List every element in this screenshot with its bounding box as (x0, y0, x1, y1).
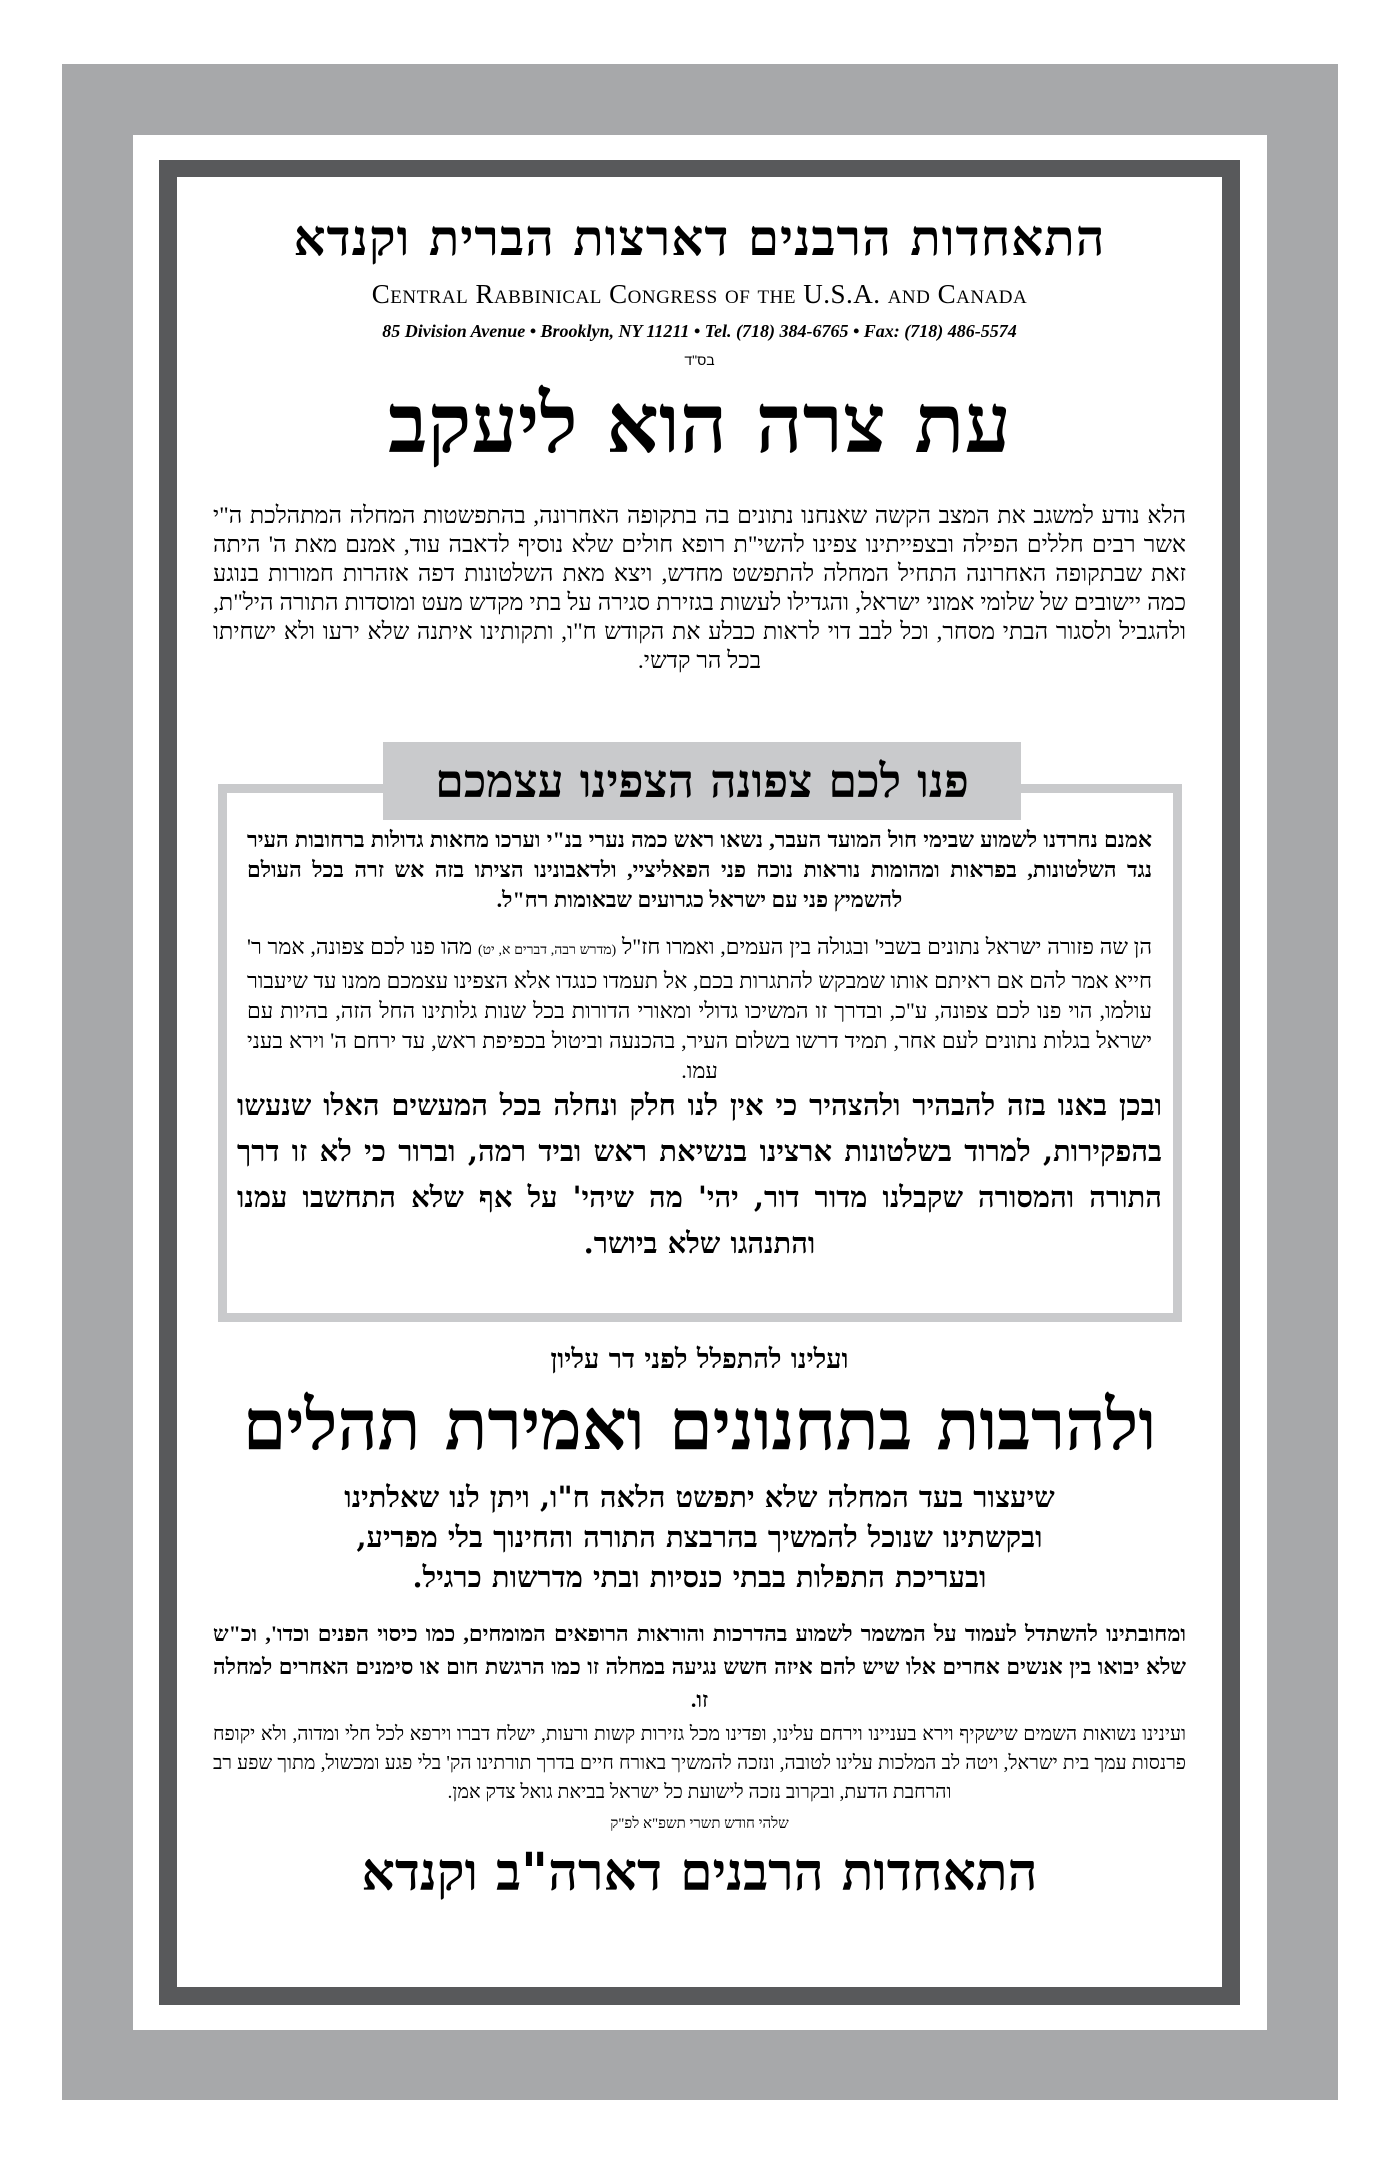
org-name-hebrew: התאחדות הרבנים דארצות הברית וקנדא (293, 208, 1106, 267)
framed-box-heading: פנו לכם צפונה הצפינו עצמכם (383, 742, 1021, 820)
duty-paragraph: ומחובתינו להשתדל לעמוד על המשמר לשמוע בהדרכות והוראות הרופאים המומחים, כמו כיסוי הפנים וכדו', וכ"ש שלא יבואו בין אנשים אחרים אלו שיש להם איזה חשש נגיעה במחלה זו כמו הרגשת חום או סימנים האחרים למחלה זו. (213, 1621, 1186, 1712)
framed-box-paragraph-2 (247, 932, 1152, 1086)
page-title: עת צרה הוא ליעקב (388, 376, 1011, 472)
paragraph-2-text-b: מהו פנו לכם צפונה, אמר ר' חייא אמר להם אם ראיתם אותו שמבקש להתגרות בכם, אל תעמדו כנגדו אלא הצפינו עצמכם ממנו עד שיעבור עולמו, הוי פנו לכם צפונה, ע"כ, ובדרך זו המשיכו גדולי ומאורי הדורות בכל שנות גלותינו החל הזה, בהיות עם ישראל בגלות נתונים לעם אחר, תמיד דרשו בשלום העיר, בהכנעה וביטול בכפיפת ראש, עד ירחם ה' וירא בעני עמו. (247, 934, 1152, 1083)
org-address: 85 Division Avenue • Brooklyn, NY 11211 • Tel. (718) 384-6765 • Fax: (718) 486-5574 (382, 321, 1017, 341)
framed-box-declaration: ובכן באנו בזה להבהיר ולהצהיר כי אין לנו חלק ונחלה בכל המעשים האלו שנעשו בהפקירות, למרוד בשלטונות ארצינו בנשיאת ראש וביד רמה, וברור כי לא זו דרך התורה והמסורה שקבלנו מדור דור, יהי' מה שיהי' על אף שלא התחשבו עמנו והתנהגו שלא ביושר. (237, 1088, 1162, 1260)
paragraph-2-text-a: הן שה פזורה ישראל נתונים בשבי' ובגולה בין העמים, ואמרו חז"ל (616, 934, 1153, 959)
intro-paragraph: הלא נודע למשגב את המצב הקשה שאנחנו נתונים בה בתקופה האחרונה, בהתפשטות המחלה המתהלכת ה"י אשר רבים חללים הפילה ובצפייתינו צפינו להשי"ת רופא חולים שלא נוסיף לדאבה עוד, אמנם מאת ה' היתה זאת שבתקופה האחרונה התחיל המחלה להתפשט מחדש, ויצא מאת השלטונות דפה אזהרות חמורות בנוגע כמה יישובים של שלומי אמוני ישראל, והגדילו לעשות בגזירת סגירה על בתי מקדש מעט ומוסדות התורה היל"ת, ולהגביל ולסגור הבתי מסחר, וכל לבב דוי לראות כבלע את הקודש ח"ו, ותקותינו איתנה שלא ירעו ולא ישחיתו בכל הר קדשי. (213, 503, 1186, 674)
date-line: שלהי חודש תשרי תשפ"א לפ"ק (610, 1816, 789, 1832)
prayer-line: ובקשתינו שנוכל להמשיך בהרבצת התורה והחינוך בלי מפריע, (356, 1520, 1043, 1554)
prayer-subheading: ועלינו להתפלל לפני דר עליון (550, 1344, 849, 1375)
blessing-paragraph: ועינינו נשואות השמים שישקיף וירא בעניינו וירחם עלינו, ופדינו מכל גזירות קשות ורעות, ישלח דברו וירפא לכל חלי ומדוה, ולא יקופח פרנסות עמך בית ישראל, ויטה לב המלכות עלינו לטובה, ונזכה להמשיך באורח חיים בדרך תורתינו הק' בלי פגע ומכשול, מתוך שפע רב והרחבת הדעת, ובקרוב נזכה לישועת כל ישראל בביאת גואל צדק אמן. (213, 1724, 1186, 1803)
prayer-line: ובעריכת התפלות בבתי כנסיות ובתי מדרשות כרגיל. (412, 1560, 987, 1594)
signature: התאחדות הרבנים דארה"ב וקנדא (361, 1842, 1038, 1903)
midrash-citation: (מדרש רבה, דברים א, יט) (477, 943, 617, 958)
prayer-body (247, 1477, 1152, 1597)
bsd-mark: בס"ד (684, 352, 715, 368)
prayer-heading: ולהרבות בתחנונים ואמירת תהלים (242, 1383, 1157, 1466)
framed-box-paragraph-1: אמנם נחרדנו לשמוע שבימי חול המועד העבר, נשאו ראש כמה נערי בנ"י וערכו מחאות גדולות ברחובות העיר נגד השלטונות, בפראות ומהומות נוראות נוכח פני הפאליציי, ולדאבונינו הציתו בזה אש זרה בכל העולם להשמיץ פני עם ישראל כגרועים שבאומות רח"ל. (247, 827, 1152, 912)
prayer-line: שיעצור בעד המחלה שלא יתפשט הלאה ח"ו, ויתן לנו שאלתינו (344, 1480, 1055, 1514)
org-name-english: Central Rabbinical Congress of the U.S.A. and Canada (371, 279, 1028, 309)
notice-page (177, 177, 1222, 1987)
